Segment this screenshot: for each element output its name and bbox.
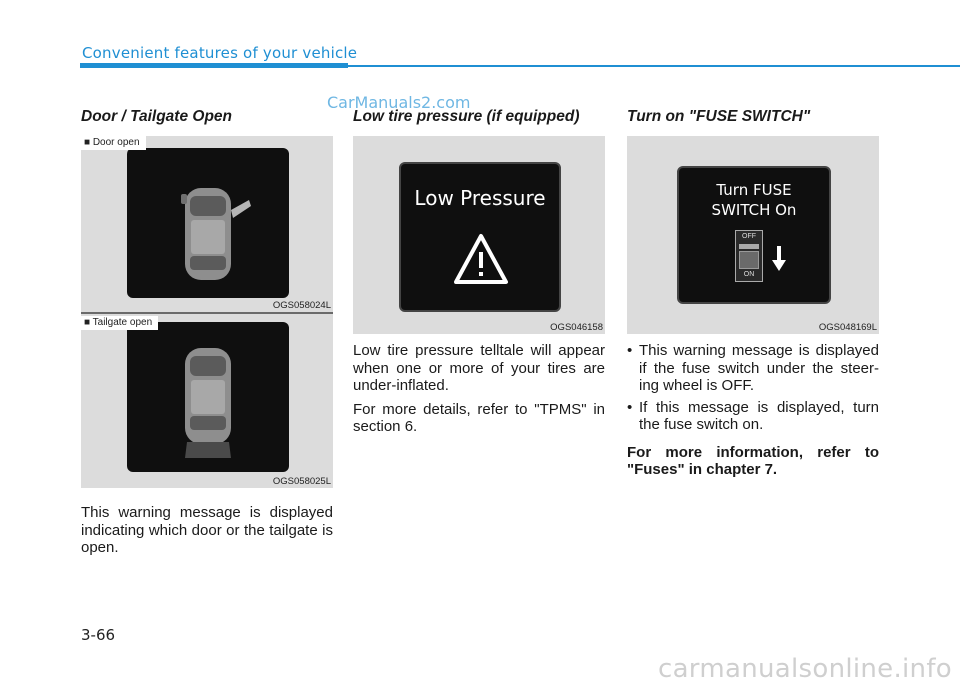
car-tailgate-open-icon bbox=[127, 322, 289, 472]
fuse-switch-icon bbox=[735, 230, 763, 282]
car-door-open-icon bbox=[127, 148, 289, 298]
tailgate-open-label: ■ Tailgate open bbox=[81, 316, 158, 330]
section-title: Door / Tailgate Open bbox=[81, 108, 232, 125]
switch-bar bbox=[739, 244, 759, 249]
figure-code: OGS058025L bbox=[272, 476, 331, 487]
arrow-down-icon bbox=[771, 246, 787, 272]
header-title: Convenient features of your vehicle bbox=[82, 44, 358, 62]
section-low-tire-pressure bbox=[353, 108, 605, 436]
cluster-display bbox=[677, 166, 831, 304]
header-rule bbox=[80, 65, 960, 67]
door-open-figure bbox=[81, 136, 333, 312]
switch-on-label: ON bbox=[743, 271, 755, 278]
list-item: • If this message is displayed, turn the fuse switch on. bbox=[627, 399, 879, 434]
display-text: Low Pressure bbox=[414, 186, 546, 210]
section-paragraph: Low tire pressure telltale will appear when one or more of your tires are under-inflated. bbox=[353, 342, 605, 394]
cluster-display bbox=[127, 148, 289, 298]
cluster-display bbox=[127, 322, 289, 472]
switch-off-label: OFF bbox=[742, 233, 756, 240]
low-pressure-figure bbox=[353, 136, 605, 334]
section-paragraph: For more details, refer to "TPMS" in section 6. bbox=[353, 400, 605, 435]
tailgate-open-figure bbox=[81, 314, 333, 488]
door-open-label: ■ Door open bbox=[81, 136, 146, 150]
section-body: This warning message is displayed indicating which door or the tailgate is open. bbox=[81, 504, 333, 556]
switch-knob bbox=[739, 251, 759, 269]
watermark-bottom: carmanualsonline.info bbox=[657, 654, 952, 684]
figure-code: OGS046158 bbox=[550, 322, 603, 333]
display-line: SWITCH On bbox=[711, 201, 797, 219]
figure-code: OGS058024L bbox=[272, 300, 331, 311]
section-title: Turn on "FUSE SWITCH" bbox=[627, 108, 811, 125]
reference-note: For more information, refer to "Fuses" in chapter 7. bbox=[627, 443, 879, 478]
page-number: 3-66 bbox=[81, 626, 116, 644]
display-text bbox=[679, 180, 829, 220]
section-fuse-switch bbox=[627, 108, 879, 479]
display-line: Turn FUSE bbox=[716, 181, 792, 199]
figure-code: OGS048169L bbox=[818, 322, 877, 333]
fuse-switch-figure bbox=[627, 136, 879, 334]
watermark-top: CarManuals2.com bbox=[327, 93, 471, 112]
warning-triangle-icon bbox=[453, 232, 509, 286]
list-item: • This warning message is displayed if the fuse switch under the steer-ing wheel is OFF. bbox=[627, 342, 879, 395]
cluster-display bbox=[399, 162, 561, 312]
section-door-tailgate bbox=[81, 108, 333, 557]
bullet-list bbox=[627, 342, 879, 434]
section-title: Low tire pressure (if equipped) bbox=[353, 108, 580, 125]
